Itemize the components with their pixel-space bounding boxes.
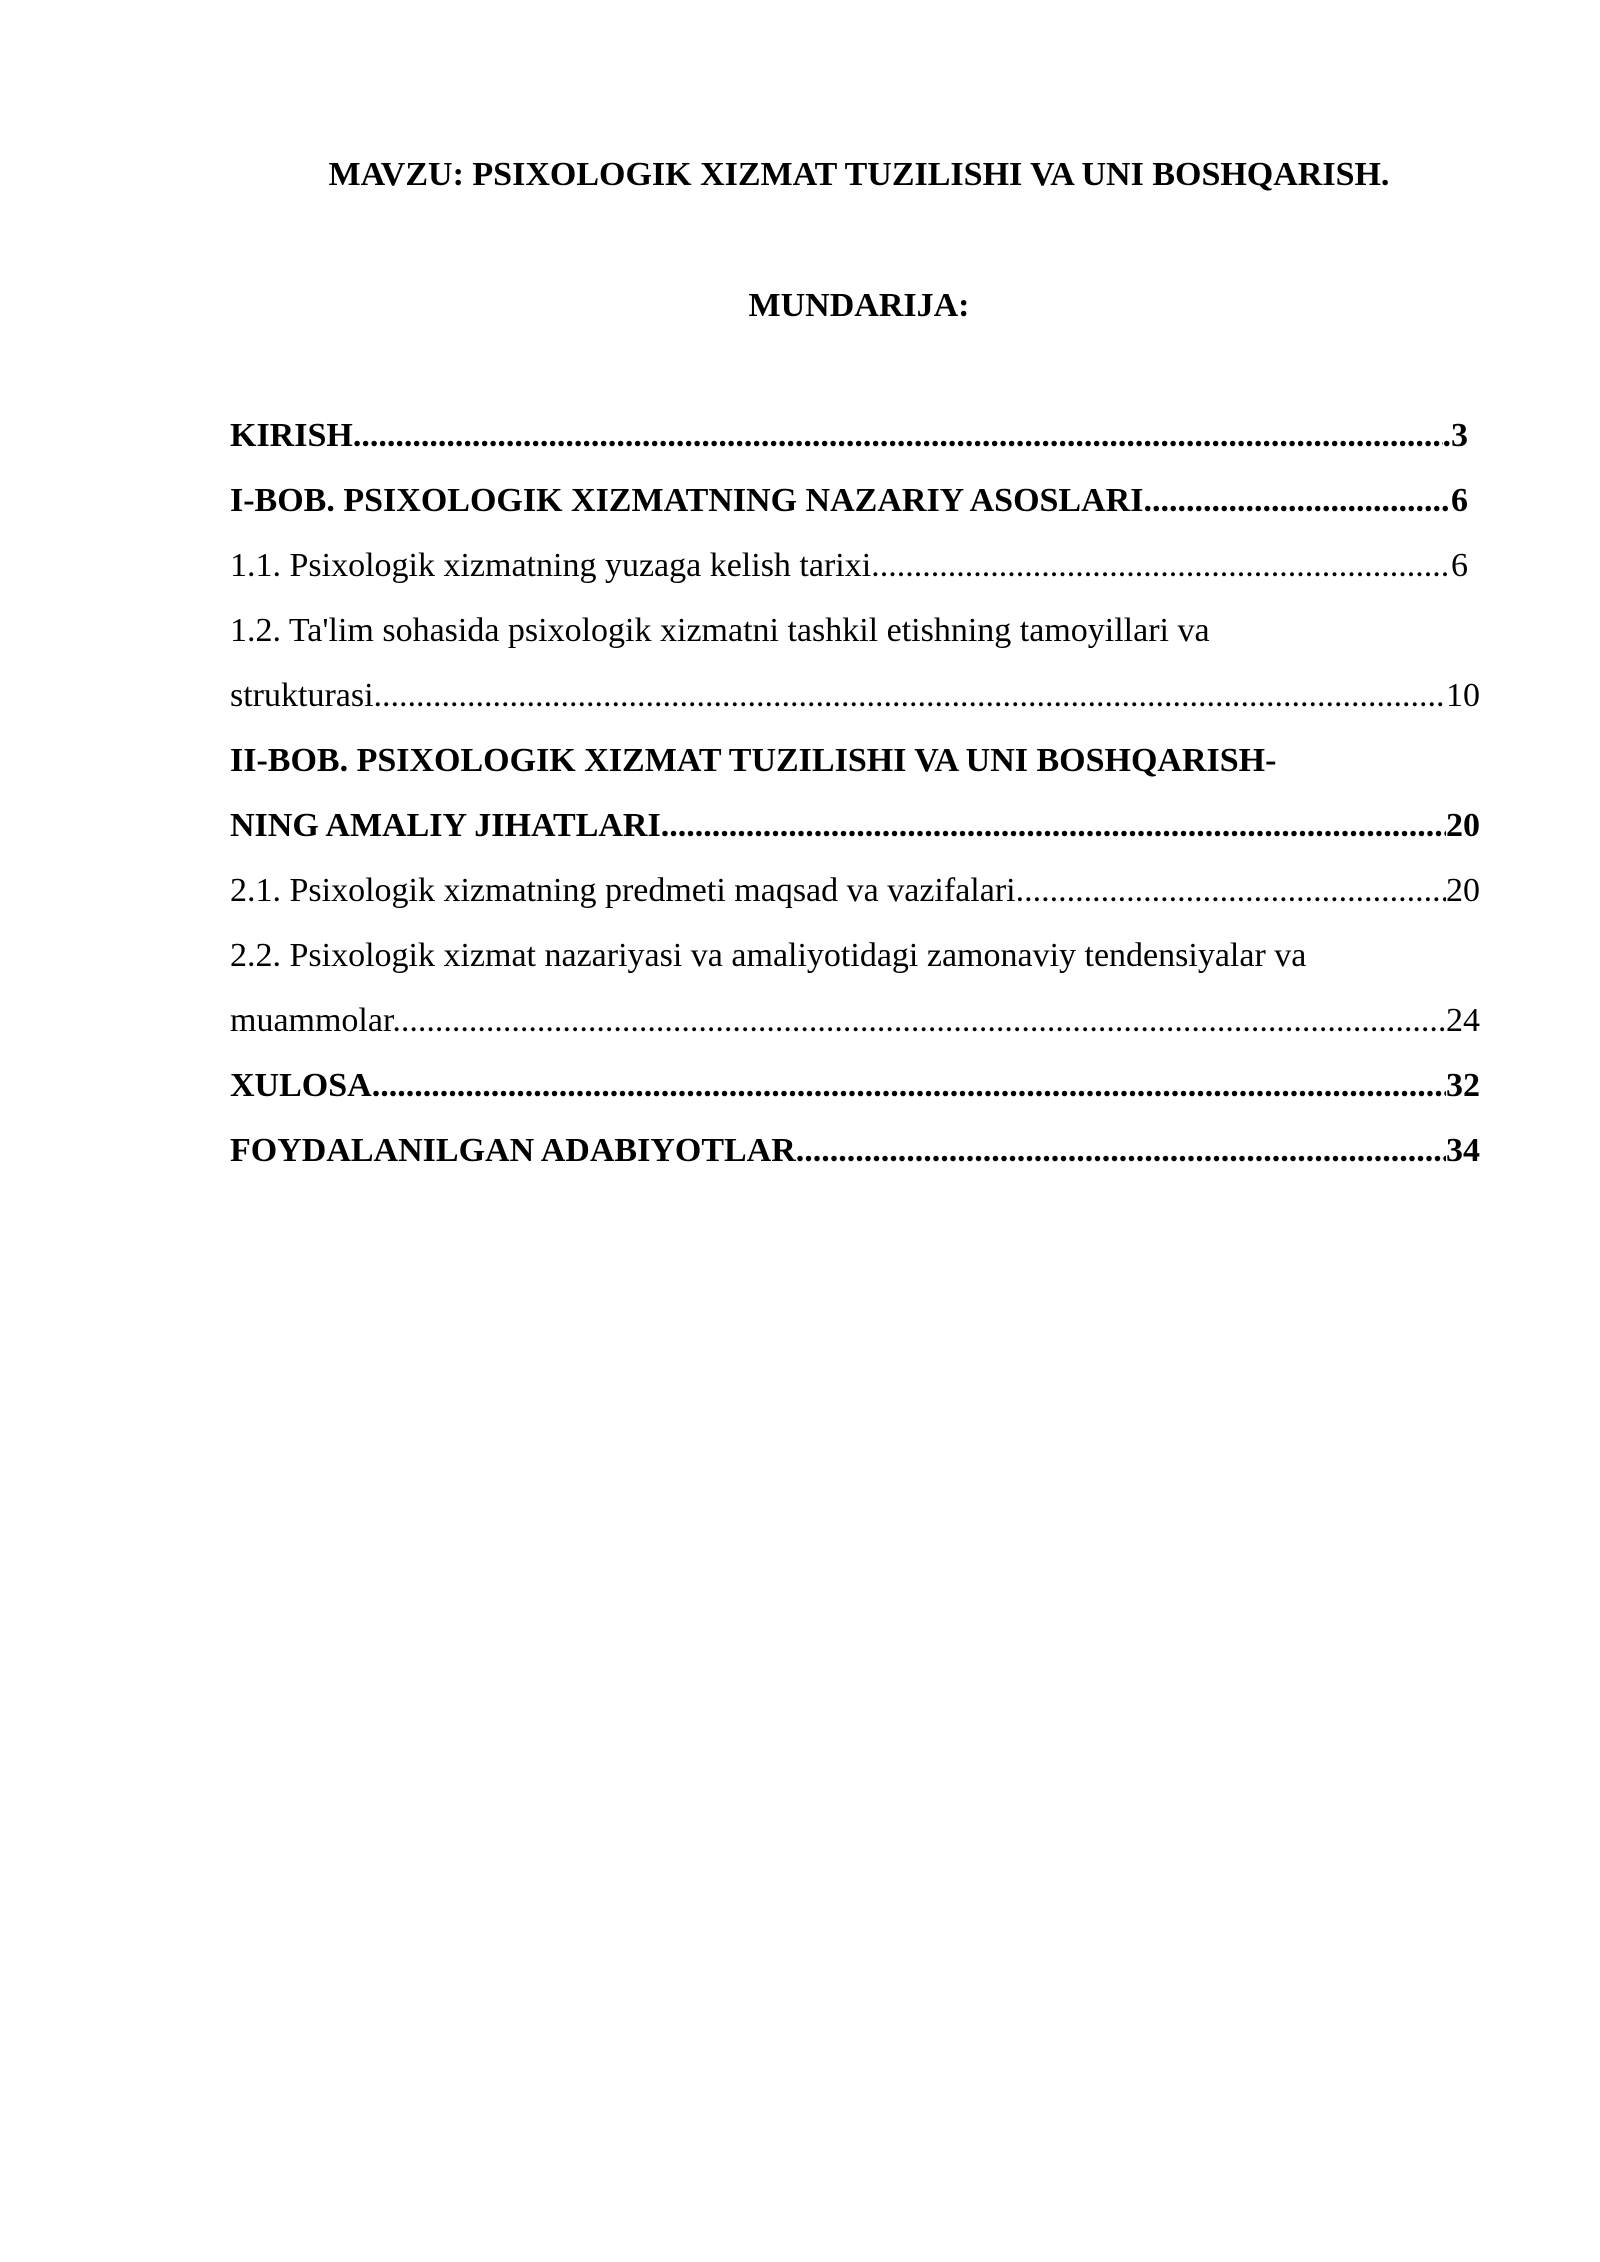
toc-entry-1-2-line-1[interactable] [230,609,1480,674]
toc-entry-text: strukturasi. [230,677,383,714]
toc-entry-text: 1.1. Psixologik xizmatning yuzaga kelish tarixi. [230,547,880,584]
toc-entry-page: 10 [1446,677,1480,714]
toc-leader-dots [353,414,1443,458]
toc-entry-text: 1.2. Ta'lim sohasida psixologik xizmatni tashkil etishning tamoyillari va [230,612,1210,649]
toc-entry-1-1[interactable] [230,544,1468,609]
toc-entry-text: FOYDALANILGAN ADABIYOTLAR [230,1132,796,1169]
toc-entry-adabiyotlar[interactable] [230,1129,1480,1194]
toc-entry-xulosa[interactable] [230,1064,1480,1129]
toc-entry-1-2-line-2[interactable] [230,674,1480,739]
toc-heading: MUNDARIJA: [748,287,970,324]
toc-entry-2-2-line-1[interactable] [230,934,1480,999]
toc-leader-dots [372,1064,1446,1108]
toc-entry-text: 2.1. Psixologik xizmatning predmeti maqsad va vazifalari. [230,872,1025,909]
toc-leader-dots [661,804,1446,848]
toc-entry-chapter-2-line-2[interactable] [230,804,1480,869]
toc-entry-text: NING AMALIY JIHATLARI [230,807,661,844]
toc-entry-2-1[interactable] [230,869,1480,934]
toc-entry-kirish[interactable] [230,414,1468,479]
table-of-contents [230,414,1480,1194]
toc-leader-dots [796,1129,1446,1173]
toc-entry-text: muammolar. [230,1002,401,1039]
toc-entry-text: KIRISH [230,417,353,454]
toc-leader-dots [1143,479,1451,523]
toc-entry-chapter-2-line-1[interactable] [230,739,1480,804]
toc-entry-2-2-line-2[interactable] [230,999,1480,1064]
toc-entry-page: .3 [1442,417,1468,454]
toc-entry-page: 20 [1446,872,1480,909]
toc-entry-chapter-1[interactable] [230,479,1468,544]
toc-entry-text: II-BOB. PSIXOLOGIK XIZMAT TUZILISHI VA UNI BOSHQARISH- [230,742,1277,779]
toc-entry-text: 2.2. Psixologik xizmat nazariyasi va amaliyotidagi zamonaviy tendensiyalar va [230,937,1307,974]
toc-entry-text: XULOSA [230,1067,372,1104]
toc-leader-dots [382,674,1446,718]
toc-entry-text: I-BOB. PSIXOLOGIK XIZMATNING NAZARIY ASOSLARI [230,482,1144,519]
toc-entry-page: 6 [1451,482,1468,519]
document-title: MAVZU: PSIXOLOGIK XIZMAT TUZILISHI VA UNI BOSHQARISH. [328,156,1390,193]
toc-entry-page: 6 [1451,547,1468,584]
toc-entry-page: 34 [1446,1132,1480,1169]
toc-entry-page: 20 [1446,807,1480,844]
toc-leader-dots [401,999,1446,1043]
toc-entry-page: 32 [1446,1067,1480,1104]
toc-leader-dots [1024,869,1446,913]
toc-leader-dots [880,544,1451,588]
toc-entry-page: 24 [1446,1002,1480,1039]
